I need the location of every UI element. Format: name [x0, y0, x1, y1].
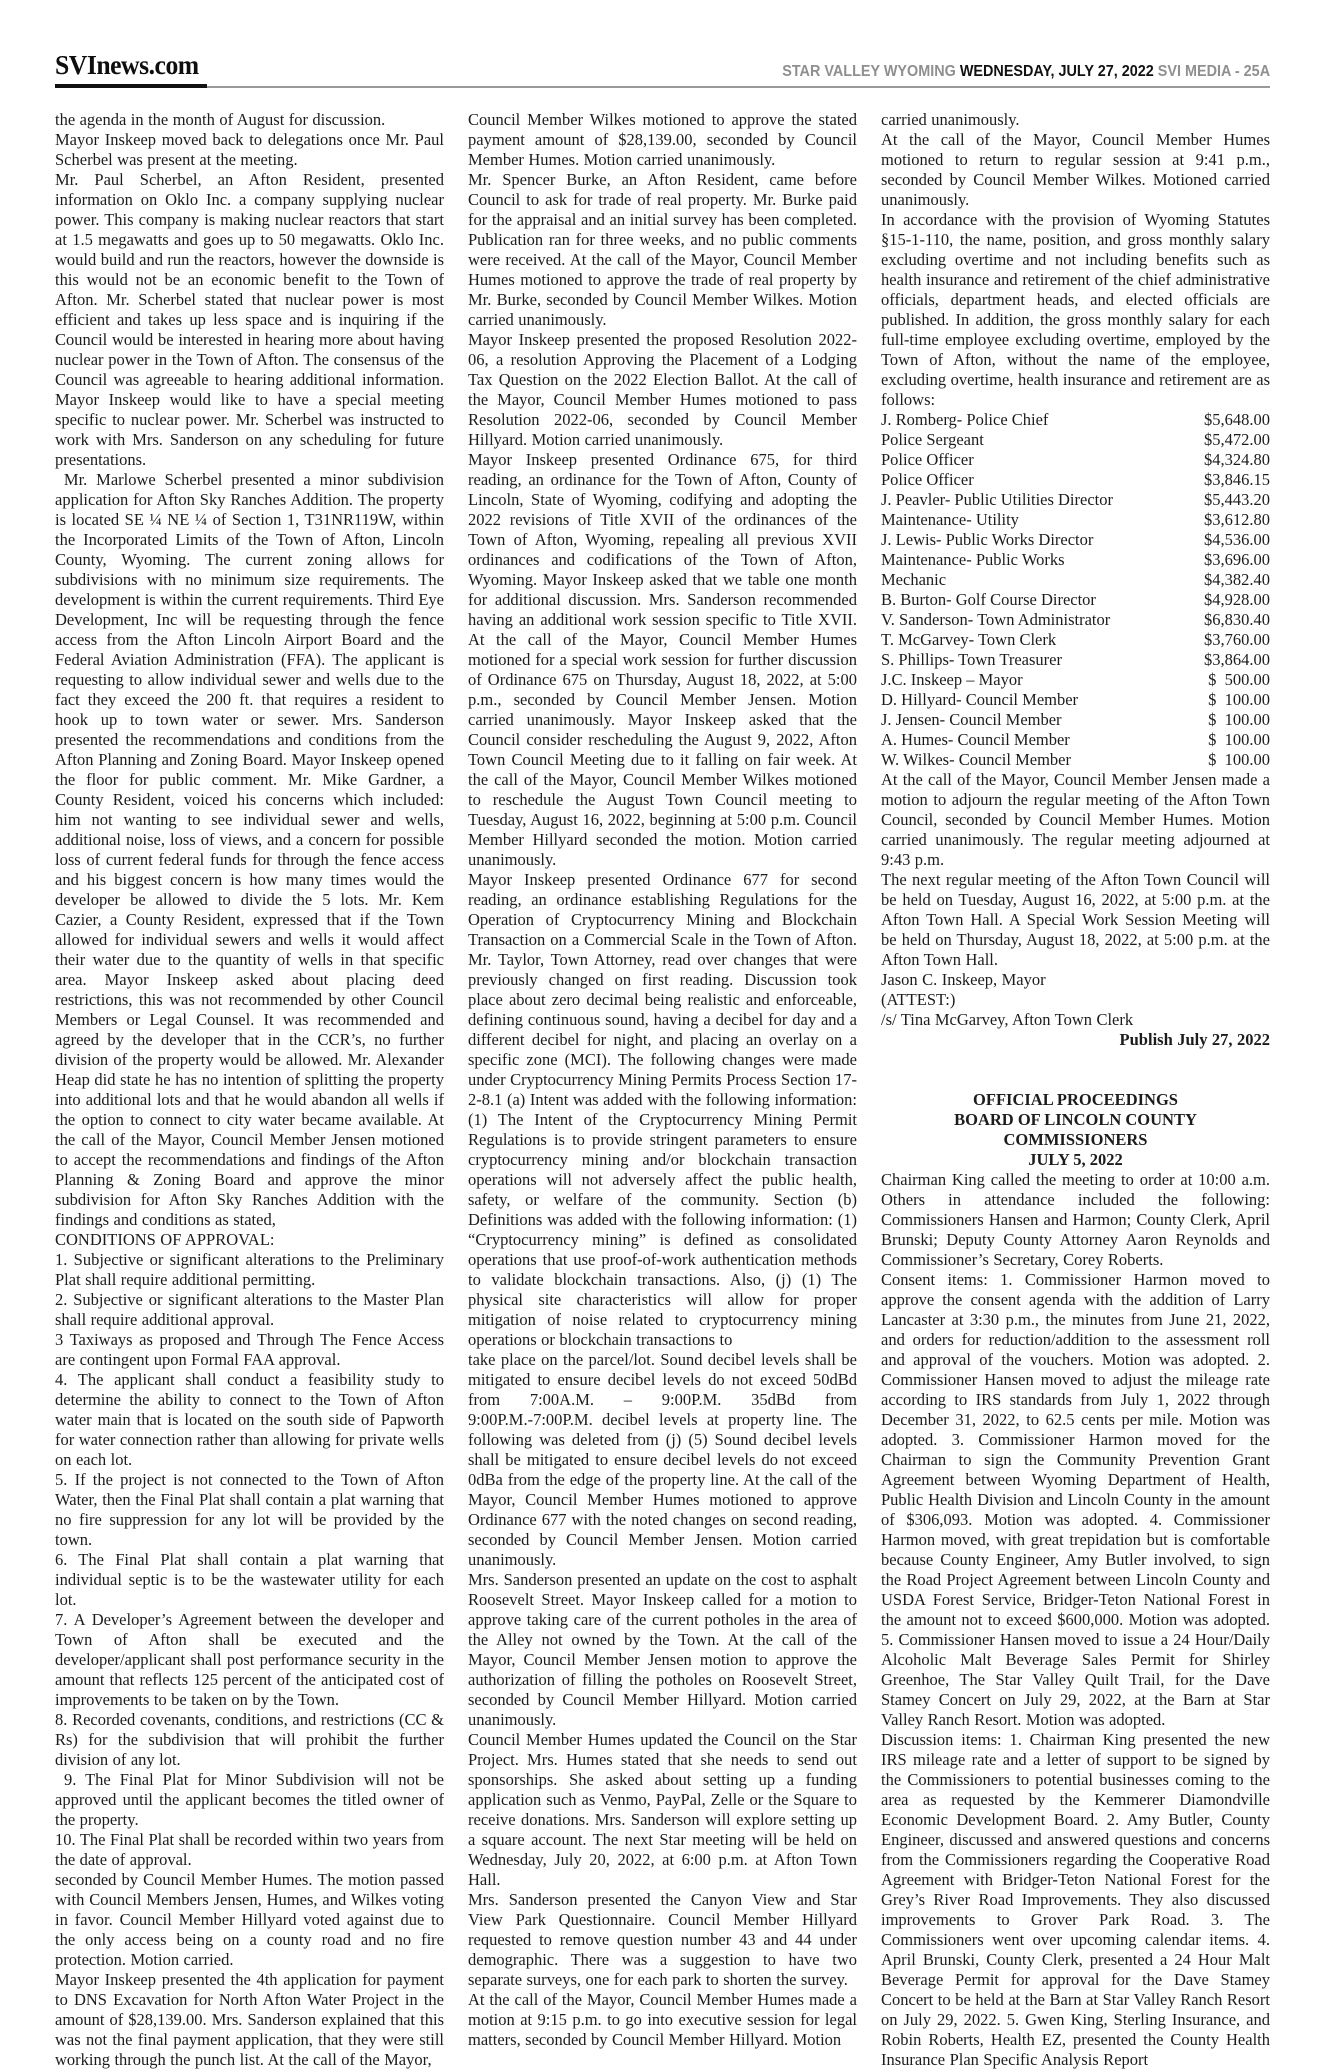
column-1: [55, 110, 444, 2070]
article-paragraph: 8. Recorded covenants, conditions, and restrictions (CC & Rs) for the subdivision that will prohibit the further division of any lot.: [55, 1710, 444, 1769]
salary-row: [881, 490, 1270, 510]
salary-position: D. Hillyard- Council Member: [881, 690, 1079, 709]
board-heading: BOARD OF LINCOLN COUNTY COMMISSIONERS: [954, 1110, 1197, 1149]
article-paragraph: Mr. Spencer Burke, an Afton Resident, came before Council to ask for trade of real property. Mr. Burke paid for the appraisal and an initial survey has been completed. Publication ran for three weeks, and no public comments were received. At the call of the Mayor, Council Member Humes motioned to approve the trade of real property by Mr. Burke, seconded by Council Member Wilkes. Motion carried unanimously.: [468, 170, 857, 329]
salary-amount: $4,324.80: [1204, 450, 1270, 469]
column-3: [881, 110, 1270, 2070]
col3-body: [881, 1170, 1270, 2070]
header-rule: [55, 86, 1270, 88]
salary-position: J. Peavler- Public Utilities Director: [881, 490, 1113, 509]
article-paragraph: 9. The Final Plat for Minor Subdivision will not be approved until the applicant becomes the titled owner of the property.: [55, 1770, 444, 1829]
salary-row: [881, 670, 1270, 690]
article-paragraph: Consent items: 1. Commissioner Harmon moved to approve the consent agenda with the addition of Larry Lancaster at 3:30 p.m., the minutes from June 21, 2022, and orders for reduction/addition to the assessment roll and approval of the vouchers. Motion was adopted. 2. Commissioner Hansen moved to adjust the mileage rate according to IRS standards from July 1, 2022 through December 31, 2022, to 62.5 cents per mile. Motion was adopted. 3. Commissioner Harmon moved for the Chairman to sign the Community Prevention Grant Agreement between Wyoming Department of Health, Public Health Division and Lincoln County in the amount of $306,093. Motion was adopted. 4. Commissioner Harmon moved, with great trepidation but is comfortable because County Engineer, Amy Butler involved, to sign the Road Project Agreement between Lincoln County and USDA Forest Service, Bridger-Teton National Forest in the amount not to exceed $600,000. Motion was adopted. 5. Commissioner Hansen moved to issue a 24 Hour/Daily Alcoholic Malt Beverage Sales Permit for Shirley Greenhoe, The Star Valley Quilt Trail, for the Dave Stamey Concert on July 29, 2022, at the Barn at Star Valley Ranch Resort. Motion was adopted.: [881, 1270, 1270, 1729]
header-folio: [782, 63, 1270, 81]
signature-attest: (ATTEST:): [881, 990, 956, 1009]
article-paragraph: CONDITIONS OF APPROVAL:: [55, 1230, 275, 1249]
salary-amount: $5,443.20: [1204, 490, 1270, 509]
col3-intro: [881, 110, 1270, 410]
article-paragraph: Council Member Wilkes motioned to approve the stated payment amount of $28,139.00, seconded by Council Member Humes. Motion carried unanimously.: [468, 110, 857, 169]
salary-position: J. Jensen- Council Member: [881, 710, 1062, 729]
article-paragraph: 3 Taxiways as proposed and Through The Fence Access are contingent upon Formal FAA approval.: [55, 1330, 444, 1369]
salary-row: [881, 470, 1270, 490]
salary-amount: $ 100.00: [1208, 690, 1270, 709]
salary-row: [881, 430, 1270, 450]
salary-position: W. Wilkes- Council Member: [881, 750, 1071, 769]
salary-row: [881, 710, 1270, 730]
salary-amount: $6,830.40: [1204, 610, 1270, 629]
article-paragraph: The next regular meeting of the Afton Town Council will be held on Tuesday, August 16, 2022, at 5:00 p.m. at the Afton Town Hall. A Special Work Session Meeting will be held on Thursday, August 18, 2022, at 5:00 p.m. at the Afton Town Hall.: [881, 870, 1270, 969]
article-paragraph: At the call of the Mayor, Council Member Humes motioned to return to regular session at 9:41 p.m., seconded by Council Member Wilkes. Motioned carried unanimously.: [881, 130, 1270, 209]
article-paragraph: Discussion items: 1. Chairman King presented the new IRS mileage rate and a letter of support to be signed by the Commissioners to potential businesses coming to the area as requested by the Kemmerer Diamondville Economic Development Board. 2. Amy Butler, County Engineer, discussed and answered questions and concerns from the Commissioners regarding the Cooperative Road Agreement with Bridger-Teton National Forest for the Grey’s River Road Improvements. They also discussed improvements to Grover Park Road. 3. The Commissioners went over upcoming calendar items. 4. April Brunski, County Clerk, presented a 24 Hour Malt Beverage Permit for approval for the Dave Stamey Concert to be held at the Barn at Star Valley Ranch Resort on July 29, 2022. 5. Gwen King, Sterling Insurance, and Robin Roberts, Health EZ, presented the County Health Insurance Plan Specific Analysis Report: [881, 1730, 1270, 2069]
article-paragraph: 2. Subjective or significant alterations to the Master Plan shall require additional approval.: [55, 1290, 444, 1329]
article-paragraph: the agenda in the month of August for discussion.: [55, 110, 386, 129]
article-paragraph: Council Member Humes updated the Council on the Star Project. Mrs. Humes stated that she needs to send out sponsorships. She asked about setting up a funding application such as Venmo, PayPal, Zelle or the Square to receive donations. Mrs. Sanderson will explore setting up a square account. The next Star meeting will be held on Wednesday, July 20, 2022, at 6:00 p.m. at Afton Town Hall.: [468, 1730, 857, 1889]
salary-position: Police Officer: [881, 450, 974, 469]
page-header: [55, 0, 1270, 86]
article-paragraph: 5. If the project is not connected to the Town of Afton Water, then the Final Plat shall contain a plat warning that no fire suppression for any lot will be provided by the town.: [55, 1470, 444, 1549]
article-paragraph: Chairman King called the meeting to order at 10:00 a.m. Others in attendance included the following: Commissioners Hansen and Harmon; County Clerk, April Brunski; Deputy County Attorney Aaron Reynolds and Commissioner’s Secretary, Corey Roberts.: [881, 1170, 1270, 1269]
salary-amount: $5,472.00: [1204, 430, 1270, 449]
official-proceedings-heading: OFFICIAL PROCEEDINGS: [973, 1090, 1178, 1109]
header-edition: SVI MEDIA - 25A: [1157, 63, 1270, 80]
article-paragraph: Mr. Marlowe Scherbel presented a minor subdivision application for Afton Sky Ranches Addition. The property is located SE ¼ NE ¼ of Section 1, T31NR119W, within the Incorporated Limits of the Town of Afton, Lincoln County, Wyoming. The current zoning allows for subdivisions with no minimum size requirements. The development is within the current requirements. Third Eye Development, Inc will be requesting through the fence access from the Afton Lincoln Airport Board and the Federal Aviation Administration (FFA). The applicant is requesting to allow individual sewer and wells due to the fact they exceed the 200 ft. that requires a resident to hook up to town water or sewer. Mrs. Sanderson presented the recommendations and conditions from the Afton Planning and Zoning Board. Mayor Inskeep opened the floor for public comment. Mr. Mike Gardner, a County Resident, voiced his concerns which included: him not wanting to see individual sewer and wells, additional noise, loss of views, and a concern for possible loss of current federal funds for through the fence access and his biggest concern is how many times would the developer be allowed to divide the 5 lots. Mr. Kem Cazier, a County Resident, expressed that if the Town allowed for individual sewers and wells it would affect their water due to the quantity of wells in that specific area. Mayor Inskeep asked about placing deed restrictions, this was not recommended by other Council Members or Legal Counsel. It was recommended and agreed by the developer that in the CCR’s, no further division of the property would be allowed. Mr. Alexander Heap did state he has no intention of splitting the property into additional lots and that he would abandon all wells if the option to connect to city water became available. At the call of the Mayor, Council Member Jensen motioned to accept the recommendations and findings of the Afton Planning & Zoning Board and approve the minor subdivision for Afton Sky Ranches Addition with the findings and conditions as stated,: [55, 470, 444, 1229]
salary-amount: $3,696.00: [1204, 550, 1270, 569]
salary-row: [881, 690, 1270, 710]
salary-position: S. Phillips- Town Treasurer: [881, 650, 1062, 669]
article-paragraph: Mayor Inskeep presented the proposed Resolution 2022-06, a resolution Approving the Placement of a Lodging Tax Question on the 2022 Election Ballot. At the call of the Mayor, Council Member Humes motioned to pass Resolution 2022-06, seconded by Council Member Hillyard. Motion carried unanimously.: [468, 330, 857, 449]
article-paragraph: In accordance with the provision of Wyoming Statutes §15-1-110, the name, position, and gross monthly salary excluding overtime and not including benefits such as health insurance and retirement of the chief administrative officials, department heads, and elected officials are published. In addition, the gross monthly salary for each full-time employee excluding overtime, employed by the Town of Afton, without the name of the employee, excluding overtime, health insurance and retirement are as follows:: [881, 210, 1270, 409]
meeting-date-heading: JULY 5, 2022: [1028, 1150, 1123, 1169]
salary-amount: $3,612.80: [1204, 510, 1270, 529]
salary-row: [881, 650, 1270, 670]
article-paragraph: Mayor Inskeep presented the 4th application for payment to DNS Excavation for North Afton Water Project in the amount of $28,139.00. Mrs. Sanderson explained that this was not the final payment application, that they were still working through the punch list. At the call of the Mayor,: [55, 1970, 444, 2069]
salary-row: [881, 750, 1270, 770]
article-paragraph: At the call of the Mayor, Council Member Jensen made a motion to adjourn the regular meeting of the Afton Town Council, seconded by Council Member Humes. Motion carried unanimously. The regular meeting adjourned at 9:43 p.m.: [881, 770, 1270, 869]
salary-amount: $5,648.00: [1204, 410, 1270, 429]
article-paragraph: Mayor Inskeep presented Ordinance 675, for third reading, an ordinance for the Town of Afton, County of Lincoln, State of Wyoming, codifying and adopting the 2022 revisions of Title XVII of the ordinances of the Town of Afton, Wyoming, repealing all previous XVII ordinances and codifications of the Town of Afton, Wyoming. Mayor Inskeep asked that we table one month for additional discussion. Mrs. Sanderson recommended having an additional work session specific to Title XVII. At the call of the Mayor, Council Member Humes motioned for a special work session for further discussion of Ordinance 675 on Thursday, August 18, 2022, at 5:00 p.m., seconded by Council Member Jensen. Motion carried unanimously. Mayor Inskeep asked that the Council consider rescheduling the August 9, 2022, Afton Town Council Meeting due to it falling on fair week. At the call of the Mayor, Council Member Wilkes motioned to reschedule the August Town Council meeting to Tuesday, August 16, 2022, beginning at 5:00 p.m. Council Member Hillyard seconded the motion. Motion carried unanimously.: [468, 450, 857, 869]
salary-row: [881, 730, 1270, 750]
salary-row: [881, 510, 1270, 530]
salary-position: Maintenance- Utility: [881, 510, 1019, 529]
signature-clerk: /s/ Tina McGarvey, Afton Town Clerk: [881, 1010, 1134, 1029]
salary-row: [881, 410, 1270, 430]
salary-row: [881, 630, 1270, 650]
salary-amount: $ 500.00: [1208, 670, 1270, 689]
salary-table: [881, 410, 1270, 770]
salary-amount: $3,846.15: [1204, 470, 1270, 489]
site-logo: SVInews.com: [55, 50, 199, 80]
salary-amount: $4,382.40: [1204, 570, 1270, 589]
salary-amount: $ 100.00: [1208, 750, 1270, 769]
salary-row: [881, 550, 1270, 570]
salary-row: [881, 570, 1270, 590]
article-paragraph: 1. Subjective or significant alterations to the Preliminary Plat shall require additional permitting.: [55, 1250, 444, 1289]
article-paragraph: take place on the parcel/lot. Sound decibel levels shall be mitigated to ensure decibel levels do not exceed 50dBd from 7:00A.M. – 9:00P.M. 35dBd from 9:00P.M.-7:00P.M. decibel levels at property line. The following was deleted from (j) (5) Sound decibel levels shall be mitigated to ensure decibel levels do not exceed 0dBa from the edge of the property line. At the call of the Mayor, Council Member Humes motioned to approve Ordinance 677 with the noted changes on second reading, seconded by Council Member Jensen. Motion carried unanimously.: [468, 1350, 857, 1569]
salary-amount: $ 100.00: [1208, 710, 1270, 729]
article-paragraph: Mrs. Sanderson presented the Canyon View and Star View Park Questionnaire. Council Member Hillyard requested to remove question number 43 and 44 under demographic. There was a suggestion to have two separate surveys, one for each park to shorten the survey.: [468, 1890, 857, 1989]
salary-row: [881, 450, 1270, 470]
salary-row: [881, 590, 1270, 610]
salary-amount: $ 100.00: [1208, 730, 1270, 749]
column-2: [468, 110, 857, 2070]
salary-position: V. Sanderson- Town Administrator: [881, 610, 1111, 629]
salary-position: B. Burton- Golf Course Director: [881, 590, 1096, 609]
salary-row: [881, 530, 1270, 550]
salary-position: T. McGarvey- Town Clerk: [881, 630, 1057, 649]
salary-position: Police Officer: [881, 470, 974, 489]
article-paragraph: Mr. Paul Scherbel, an Afton Resident, presented information on Oklo Inc. a company supplying nuclear power. This company is making nuclear reactors that start at 1.5 megawatts and goes up to 50 megawatts. Oklo Inc. would build and run the reactors, however the downside is this would not be an economic benefit to the Town of Afton. Mr. Scherbel stated that nuclear power is most efficient and takes up less space and is inquiring if the Council would be interested in hearing more about having nuclear power in the Town of Afton. The consensus of the Council was agreeable to hearing additional information. Mayor Inskeep would like to have a special meeting specific to nuclear power. Mr. Scherbel was instructed to work with Mrs. Sanderson on any scheduling for future presentations.: [55, 170, 444, 469]
signature-mayor: Jason C. Inskeep, Mayor: [881, 970, 1046, 989]
salary-position: A. Humes- Council Member: [881, 730, 1070, 749]
salary-position: Police Sergeant: [881, 430, 984, 449]
article-paragraph: 10. The Final Plat shall be recorded within two years from the date of approval.: [55, 1830, 444, 1869]
col3-after: [881, 770, 1270, 970]
salary-amount: $4,928.00: [1204, 590, 1270, 609]
article-paragraph: Mayor Inskeep moved back to delegations once Mr. Paul Scherbel was present at the meeting.: [55, 130, 444, 169]
salary-position: Mechanic: [881, 570, 947, 589]
salary-position: Maintenance- Public Works: [881, 550, 1065, 569]
article-paragraph: 7. A Developer’s Agreement between the developer and Town of Afton shall be executed and the developer/applicant shall post performance security in the amount that reflects 125 percent of the anticipated cost of improvements to be taken on by the Town.: [55, 1610, 444, 1709]
publish-date: Publish July 27, 2022: [1119, 1030, 1270, 1049]
article-paragraph: 6. The Final Plat shall contain a plat warning that individual septic is to be the wastewater utility for each lot.: [55, 1550, 444, 1609]
salary-amount: $3,760.00: [1204, 630, 1270, 649]
article-paragraph: Mrs. Sanderson presented an update on the cost to asphalt Roosevelt Street. Mayor Inskeep called for a motion to approve taking care of the current potholes in the area of the Alley not owned by the Town. At the call of the Mayor, Council Member Jensen motion to approve the authorization of filling the potholes on Roosevelt Street, seconded by Council Member Hillyard. Motion carried unanimously.: [468, 1570, 857, 1729]
salary-position: J.C. Inskeep – Mayor: [881, 670, 1023, 689]
salary-amount: $3,864.00: [1204, 650, 1270, 669]
article-paragraph: seconded by Council Member Humes. The motion passed with Council Members Jensen, Humes, and Wilkes voting in favor. Council Member Hillyard voted against due to the only access being on a county road and no fire protection. Motion carried.: [55, 1870, 444, 1969]
article-paragraph: carried unanimously.: [881, 110, 1020, 129]
article-paragraph: 4. The applicant shall conduct a feasibility study to determine the ability to connect to the Town of Afton water main that is located on the south side of Papworth for water connection rather than allowing for private wells on each lot.: [55, 1370, 444, 1469]
article-paragraph: Mayor Inskeep presented Ordinance 677 for second reading, an ordinance establishing Regulations for the Operation of Cryptocurrency Mining and Blockchain Transaction on a Commercial Scale in the Town of Afton. Mr. Taylor, Town Attorney, read over changes that were previously changed on first reading. Discussion took place about zero decimal being realistic and enforceable, defining continuous sound, having a decibel for day and a different decibel for night, and placing an overlay on a specific zone (MCI). The following changes were made under Cryptocurrency Mining Permits Process Section 17-2-8.1 (a) Intent was added with the following information: (1) The Intent of the Cryptocurrency Mining Permit Regulations is to provide stringent parameters to ensure cryptocurrency mining and/or blockchain transaction operations will not adversely affect the public health, safety, or welfare of the community. Section (b) Definitions was added with the following information: (1) “Cryptocurrency mining” is defined as consolidated operations that use proof-of-work authentication methods to validate blockchain transactions. Also, (j) (1) The physical site characteristics will allow for proper mitigation of noise related to cryptocurrency mining operations or blockchain transactions to: [468, 870, 857, 1349]
header-location: STAR VALLEY WYOMING: [782, 63, 956, 80]
article-columns: [55, 88, 1270, 2070]
header-date: WEDNESDAY, JULY 27, 2022: [959, 63, 1154, 80]
salary-position: J. Romberg- Police Chief: [881, 410, 1049, 429]
article-paragraph: At the call of the Mayor, Council Member Humes made a motion at 9:15 p.m. to go into executive session for legal matters, seconded by Council Member Hillyard. Motion: [468, 1990, 857, 2049]
salary-amount: $4,536.00: [1204, 530, 1270, 549]
salary-row: [881, 610, 1270, 630]
salary-position: J. Lewis- Public Works Director: [881, 530, 1094, 549]
